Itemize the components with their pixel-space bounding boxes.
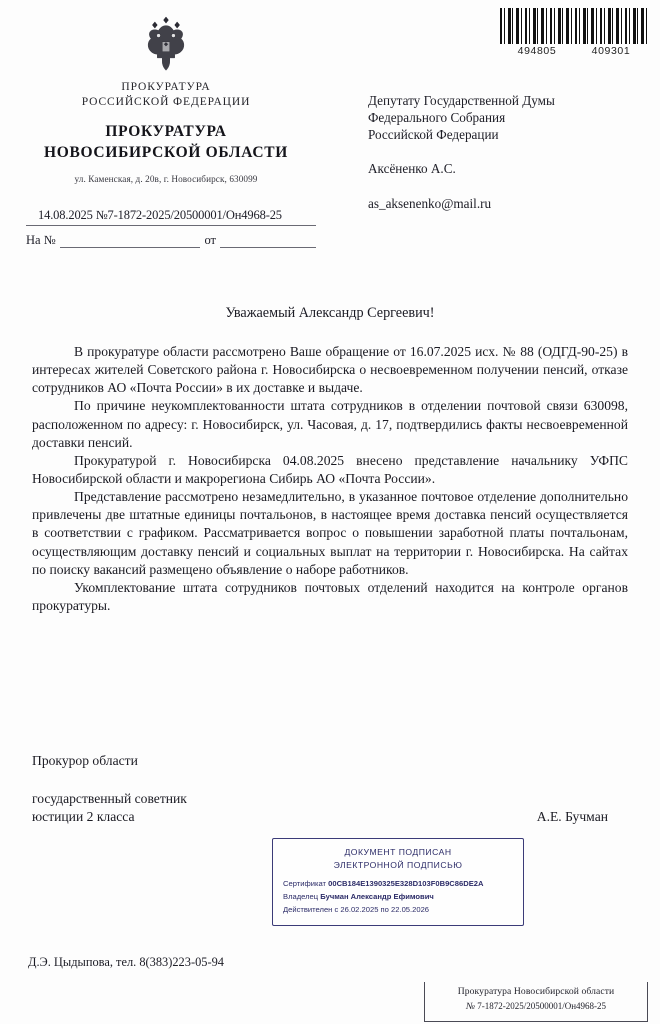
org-top-line2: РОССИЙСКОЙ ФЕДЕРАЦИИ	[81, 95, 251, 108]
org-main-line2: НОВОСИБИРСКОЙ ОБЛАСТИ	[43, 143, 289, 161]
addressee-name: Аксёненко А.С.	[368, 161, 456, 177]
esign-fields	[283, 877, 513, 916]
esign-certificate-label: Сертификат	[283, 878, 326, 888]
barcode-numbers	[500, 45, 648, 57]
esign-title	[283, 846, 513, 872]
letter-body	[32, 343, 628, 615]
signer-role: Прокурор области	[32, 753, 138, 768]
esign-title-line2: ЭЛЕКТРОННОЙ ПОДПИСЬЮ	[333, 859, 463, 870]
body-paragraph-5: Укомплектование штата сотрудников почтовых отделений находится на контроле органов прокуратуры.	[32, 579, 628, 613]
incoming-number-label: На №	[26, 233, 56, 247]
incoming-date-label: от	[204, 233, 216, 247]
organization-regional	[16, 122, 316, 162]
registration-stamp-org: Прокуратура Новосибирской области	[457, 986, 615, 997]
reference-block	[26, 208, 316, 248]
signer-rank	[32, 790, 187, 826]
registration-number-label: №	[465, 1001, 475, 1012]
incoming-date-field[interactable]	[220, 236, 316, 248]
esign-owner-value: Бучман Александр Ефимович	[320, 891, 434, 901]
esign-owner-label: Владелец	[283, 891, 319, 901]
addressee-line3: Российской Федерации	[368, 127, 499, 143]
registration-stamp	[424, 982, 648, 1022]
esign-certificate-value: 00CB184E1390325E328D103F0B9C86DE2A	[328, 878, 484, 888]
signer-rank-line1: государственный советник	[32, 790, 187, 806]
esign-title-line1: ДОКУМЕНТ ПОДПИСАН	[344, 847, 452, 857]
body-paragraph-1: В прокуратуре области рассмотрено Ваше обращение от 16.07.2025 исх. № 88 (ОДГД-90-25) в интересах жителей Советского района г. Новосибирска о несвоевременном получении пенсий, отказе сотрудников АО «Почта России» в их доставке и выдаче.	[32, 344, 628, 396]
russian-coat-of-arms-icon	[135, 12, 197, 74]
letterhead	[16, 12, 316, 184]
registration-number-value: 7-1872-2025/20500001/Он4968-25	[477, 1001, 607, 1011]
esign-valid-from: 26.02.2025	[340, 904, 379, 914]
salutation: Уважаемый Александр Сергеевич!	[225, 305, 435, 321]
addressee-email[interactable]: as_aksenenko@mail.ru	[368, 195, 492, 211]
org-top-line1: ПРОКУРАТУРА	[121, 81, 211, 93]
body-paragraph-3: Прокуратурой г. Новосибирска 04.08.2025 внесено представление начальнику УФПС Новосибирской области и макрорегиона Сибирь АО «Почта России».	[32, 452, 628, 486]
executor-contact: Д.Э. Цыдыпова, тел. 8(383)223-05-94	[28, 955, 224, 969]
organization-address: ул. Каменская, д. 20в, г. Новосибирск, 630099	[74, 173, 258, 184]
signer-row	[32, 790, 628, 826]
esign-validity	[283, 903, 513, 916]
signature-block	[32, 752, 628, 826]
signer-rank-line2: юстиции 2 класса	[32, 808, 135, 824]
barcode-number-right: 409301	[591, 45, 631, 57]
addressee-line1: Депутату Государственной Думы	[368, 93, 555, 108]
esign-owner	[283, 890, 513, 903]
registration-stamp-number	[425, 1001, 647, 1012]
incoming-number-field[interactable]	[60, 236, 201, 248]
addressee-line2: Федерального Собрания	[368, 110, 506, 126]
body-paragraph-4: Представление рассмотрено незамедлительно, в указанное почтовое отделение дополнительно привлечены две штатные единицы почтальонов, в настоящее время доставка пенсий осуществляется в соответствии с графиком. Рассматривается вопрос о повышении заработной платы почтальонам, осуществляющим доставку пенсий и социальных выплат на территории г. Новосибирска. На сайтах по поиску вакансий размещено объявление о наборе работников.	[32, 489, 628, 577]
outgoing-reference: 14.08.2025 №7-1872-2025/20500001/Он4968-25	[26, 208, 316, 226]
barcode-block	[500, 8, 648, 57]
esign-valid-to: 22.05.2026	[391, 904, 430, 914]
organization-federal	[16, 80, 316, 109]
esign-valid-to-label: по	[380, 904, 389, 914]
addressee-block	[368, 92, 648, 212]
body-paragraph-2: По причине неукомплектованности штата сотрудников в отделении почтовой связи 630098, расположенном по адресу: г. Новосибирск, ул. Часовая, д. 17, подтвердились факты несвоевременной доставки пенсий.	[32, 398, 628, 450]
org-main-line1: ПРОКУРАТУРА	[105, 123, 227, 141]
esign-certificate	[283, 877, 513, 890]
incoming-reference	[26, 233, 316, 248]
barcode-image	[500, 8, 648, 44]
electronic-signature-stamp	[272, 838, 524, 926]
barcode-number-left: 494805	[517, 45, 557, 57]
esign-valid-label: Действителен с	[283, 904, 339, 914]
signer-name: А.Е. Бучман	[536, 808, 608, 824]
